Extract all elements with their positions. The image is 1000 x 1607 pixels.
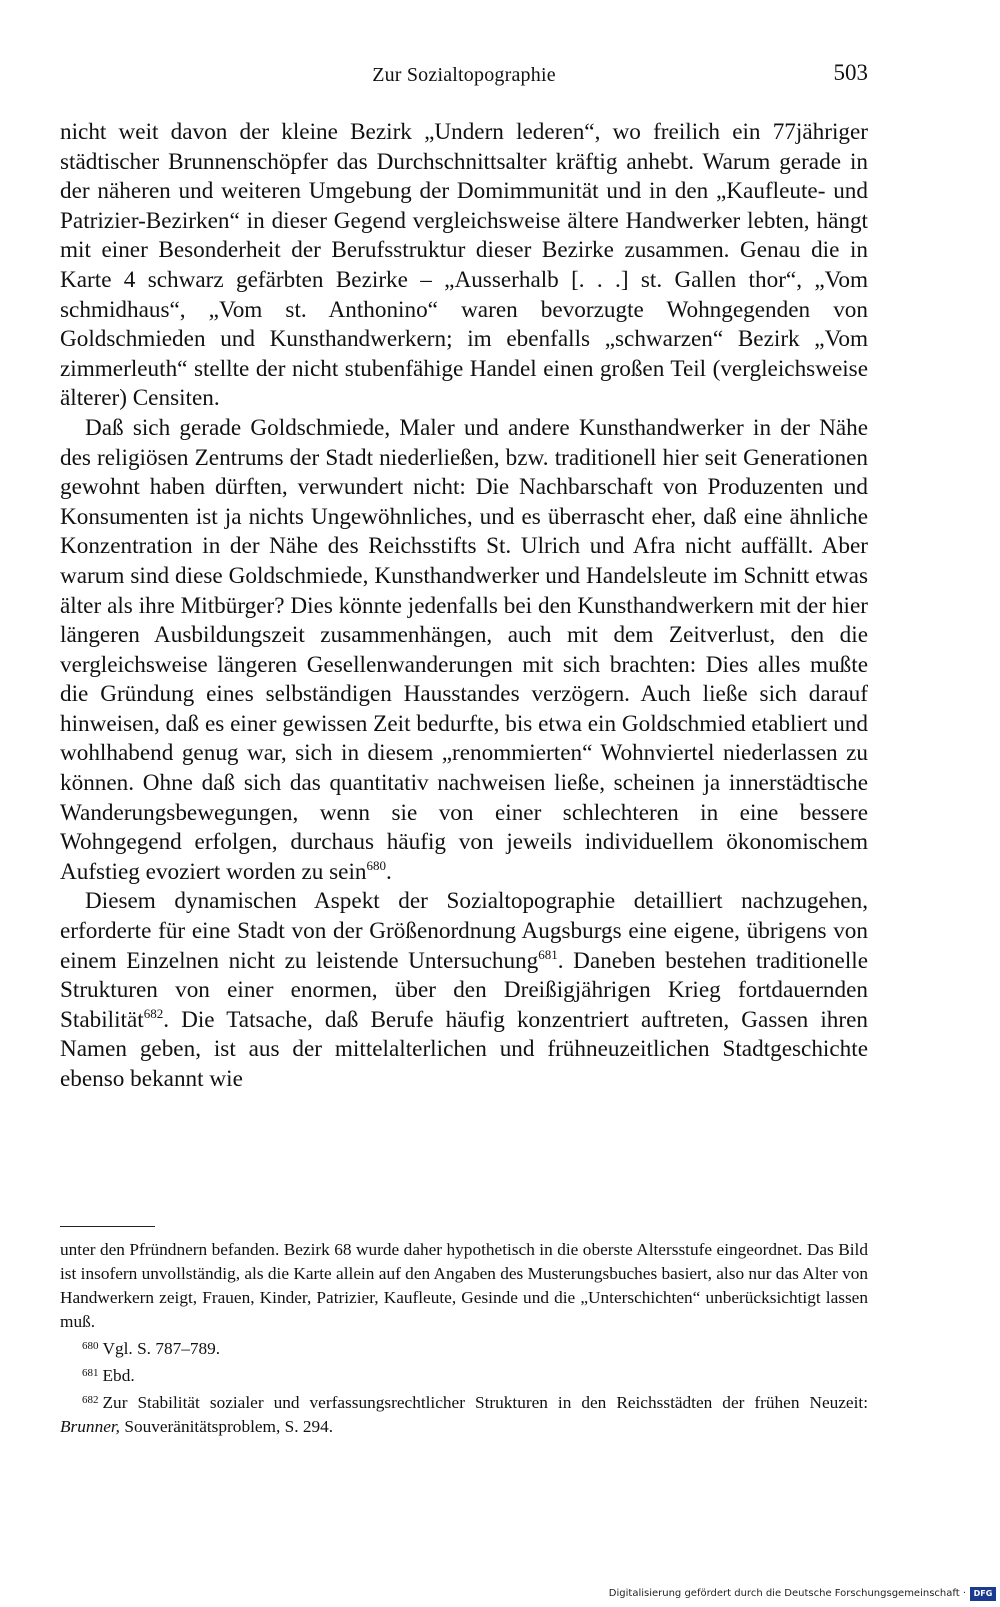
dfg-logo: DFG — [970, 1587, 996, 1601]
footnote-number: 681 — [82, 1367, 99, 1379]
paragraph-3-text-b: . Daneben bestehen traditionelle Strukturen von einer enormen, über den Dreißigjährigen Krieg fortdauernden Stabilität — [60, 947, 868, 1033]
page-number: 503 — [833, 60, 868, 85]
footnote-author: Brunner, — [60, 1417, 121, 1436]
running-header — [60, 58, 868, 94]
paragraph-3 — [60, 887, 868, 1094]
footnote-text: Zur Stabilität sozialer und verfassungsrechtlicher Strukturen in den Reichsstädten der frühen Neuzeit: — [102, 1393, 868, 1412]
paragraph-2-text: Daß sich gerade Goldschmiede, Maler und andere Kunsthandwerker in der Nähe des religiösen Zentrums der Stadt niederließen, bzw. traditionell hier seit Generationen gewohnt haben dürften, verwundert nicht: Die Nachbarschaft von Produzenten und Konsumenten ist ja nichts Ungewöhnliches, und es überrascht eher, daß eine ähnliche Konzentration in der Nähe des Reichsstifts St. Ulrich und Afra nicht auffällt. Aber warum sind diese Goldschmiede, Kunsthandwerker und Handelsleute im Schnitt etwas älter als ihre Mitbürger? Dies könnte jedenfalls bei den Kunsthandwerkern mit der hier längeren Ausbildungszeit zusammenhängen, auch mit dem Zeitverlust, den die vergleichsweise längeren Gesellenwanderungen mit sich brachten: Dies alles mußte die Gründung eines selbständigen Hausstandes verzögern. Auch ließe sich darauf hinweisen, daß es einer gewissen Zeit bedurfte, bis etwa ein Goldschmied etabliert und wohlhabend genug war, sich in diesem „renommierten“ Wohnviertel niederlassen zu können. Ohne daß sich das quantitativ nachweisen ließe, scheinen ja innerstädtische Wanderungsbewegungen, wenn sie von einer schlechteren in eine bessere Wohngegend erfolgen, durchaus häufig von jeweils individuellem ökonomischem Aufstieg evoziert worden zu sein — [60, 414, 868, 885]
footnotes — [60, 1238, 868, 1439]
footnote-682 — [60, 1388, 868, 1439]
paragraph-1: nicht weit davon der kleine Bezirk „Undern lederen“, wo freilich ein 77jähriger städtischer Brunnenschöpfer das Durchschnittsalter kräftig anhebt. Warum gerade in der näheren und weiteren Umgebung der Domimmunität und in den „Kaufleute- und Patrizier-Bezirken“ in dieser Gegend vergleichsweise ältere Handwerker lebten, hängt mit einer Besonderheit der Berufsstruktur dieser Bezirke zusammen. Genau die in Karte 4 schwarz gefärbten Bezirke – „Ausserhalb [. . .] st. Gallen thor“, „Vom schmidhaus“, „Vom st. Anthonino“ waren bevorzugte Wohngegenden von Goldschmieden und Kunsthandwerkern; im ebenfalls „schwarzen“ Bezirk „Vom zimmerleuth“ stellte der nicht stubenfähige Handel einen großen Teil (vergleichsweise älterer) Censiten. — [60, 119, 868, 412]
footnote-680 — [60, 1334, 868, 1361]
digitization-credit: Digitalisierung gefördert durch die Deutsche Forschungsgemeinschaft · — [608, 1588, 966, 1599]
footnote-text-end: Souveränitätsproblem, S. 294. — [120, 1417, 334, 1436]
footnote-ref-680[interactable]: 680 — [366, 857, 386, 873]
main-text — [60, 118, 868, 1095]
footnote-ref-682[interactable]: 682 — [143, 1005, 164, 1021]
paragraph-3-text-a: Diesem dynamischen Aspekt der Sozialtopographie detailliert nachzugehen, erforderte für eine Stadt von der Größenordnung Augsburgs eine eigene, übrigens von einem Einzelnen nicht zu leistende Untersuchung — [60, 888, 868, 974]
footnote-ref-681[interactable]: 681 — [538, 946, 558, 962]
footnote-681 — [60, 1361, 868, 1388]
footnote-text: Ebd. — [102, 1366, 135, 1385]
paragraph-2 — [60, 414, 868, 888]
footnote-rule — [60, 1226, 155, 1227]
footnote-number: 682 — [82, 1394, 99, 1406]
footnote-continuation: unter den Pfründnern befanden. Bezirk 68 wurde daher hypothetisch in die oberste Altersstufe eingeordnet. Das Bild ist insofern unvollständig, als die Karte allein auf den Angaben des Musterungsbuches basiert, also nur das Alter von Handwerkern zeigt, Frauen, Kinder, Patrizier, Kaufleute, Gesinde und die „Unterschichten“ unberücksichtigt lassen muß. — [60, 1240, 868, 1331]
running-title: Zur Sozialtopographie — [372, 64, 556, 86]
paragraph-3-text-c: . Die Tatsache, daß Berufe häufig konzentriert auftreten, Gassen ihren Namen geben, ist aus der mittelalterlichen und frühneuzeitlichen Stadtgeschichte ebenso bekannt wie — [60, 1006, 868, 1092]
footnote-text: Vgl. S. 787–789. — [102, 1339, 221, 1358]
footnote-number: 680 — [82, 1340, 99, 1352]
paragraph-2-end: . — [386, 858, 392, 885]
